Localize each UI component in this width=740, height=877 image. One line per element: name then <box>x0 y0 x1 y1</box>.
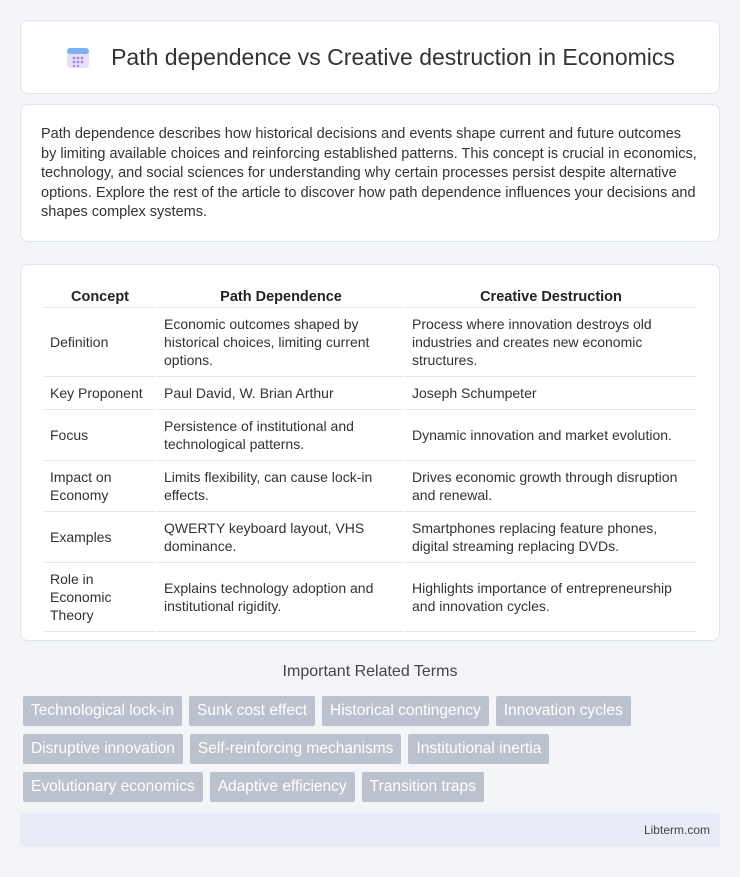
tag-sunk-cost-effect[interactable]: Sunk cost effect <box>189 696 315 726</box>
cell-creative-destruction: Dynamic innovation and market evolution. <box>406 410 696 461</box>
cell-path-dependence: Limits flexibility, can cause lock-in effects. <box>158 461 404 512</box>
tag-technological-lock-in[interactable]: Technological lock-in <box>23 696 182 726</box>
tag-row <box>23 772 723 802</box>
table-header-row <box>44 285 696 308</box>
calendar-grid-icon <box>65 44 91 70</box>
table-row <box>44 563 696 632</box>
tag-historical-contingency[interactable]: Historical contingency <box>322 696 489 726</box>
tag-disruptive-innovation[interactable]: Disruptive innovation <box>23 734 183 764</box>
intro-paragraph: Path dependence describes how historical decisions and events shape current and future outcomes by limiting available choices and reinforcing established patterns. This concept is crucial in economics, technology, and social sciences for understanding why certain processes persist despite alternative options. Explore the rest of the article to discover how path dependence influences your decisions and shapes complex systems. <box>41 126 697 220</box>
cell-concept: Impact on Economy <box>44 461 156 512</box>
header-card <box>20 20 720 94</box>
table-row <box>44 512 696 563</box>
tag-evolutionary-economics[interactable]: Evolutionary economics <box>23 772 203 802</box>
related-terms-list <box>23 696 723 810</box>
tag-innovation-cycles[interactable]: Innovation cycles <box>496 696 631 726</box>
tag-transition-traps[interactable]: Transition traps <box>362 772 484 802</box>
cell-concept: Key Proponent <box>44 377 156 410</box>
tag-row <box>23 696 723 726</box>
footer-site-link[interactable]: Libterm.com <box>643 823 710 837</box>
cell-concept: Role in Economic Theory <box>44 563 156 632</box>
cell-creative-destruction: Drives economic growth through disruption and renewal. <box>406 461 696 512</box>
cell-path-dependence: Economic outcomes shaped by historical choices, limiting current options. <box>158 308 404 377</box>
comparison-card <box>20 264 720 641</box>
cell-path-dependence: Persistence of institutional and technological patterns. <box>158 410 404 461</box>
table-row <box>44 377 696 410</box>
cell-concept: Definition <box>44 308 156 377</box>
table-row <box>44 410 696 461</box>
cell-path-dependence: QWERTY keyboard layout, VHS dominance. <box>158 512 404 563</box>
footer <box>20 813 720 847</box>
tag-institutional-inertia[interactable]: Institutional inertia <box>408 734 549 764</box>
table-row <box>44 461 696 512</box>
related-terms-title: Important Related Terms <box>282 663 458 680</box>
table-row <box>44 308 696 377</box>
tag-row <box>23 734 723 764</box>
cell-path-dependence: Paul David, W. Brian Arthur <box>158 377 404 410</box>
cell-concept: Examples <box>44 512 156 563</box>
column-header-creative-destruction: Creative Destruction <box>406 285 696 308</box>
cell-creative-destruction: Highlights importance of entrepreneurship and innovation cycles. <box>406 563 696 632</box>
column-header-concept: Concept <box>44 285 156 308</box>
intro-card <box>20 104 720 242</box>
tag-self-reinforcing-mechanisms[interactable]: Self-reinforcing mechanisms <box>190 734 402 764</box>
cell-creative-destruction: Process where innovation destroys old industries and creates new economic structures. <box>406 308 696 377</box>
column-header-path-dependence: Path Dependence <box>158 285 404 308</box>
page-title: Path dependence vs Creative destruction in Economics <box>111 43 675 70</box>
tag-adaptive-efficiency[interactable]: Adaptive efficiency <box>210 772 355 802</box>
cell-path-dependence: Explains technology adoption and institutional rigidity. <box>158 563 404 632</box>
cell-creative-destruction: Smartphones replacing feature phones, digital streaming replacing DVDs. <box>406 512 696 563</box>
comparison-table <box>42 285 698 632</box>
cell-concept: Focus <box>44 410 156 461</box>
cell-creative-destruction: Joseph Schumpeter <box>406 377 696 410</box>
